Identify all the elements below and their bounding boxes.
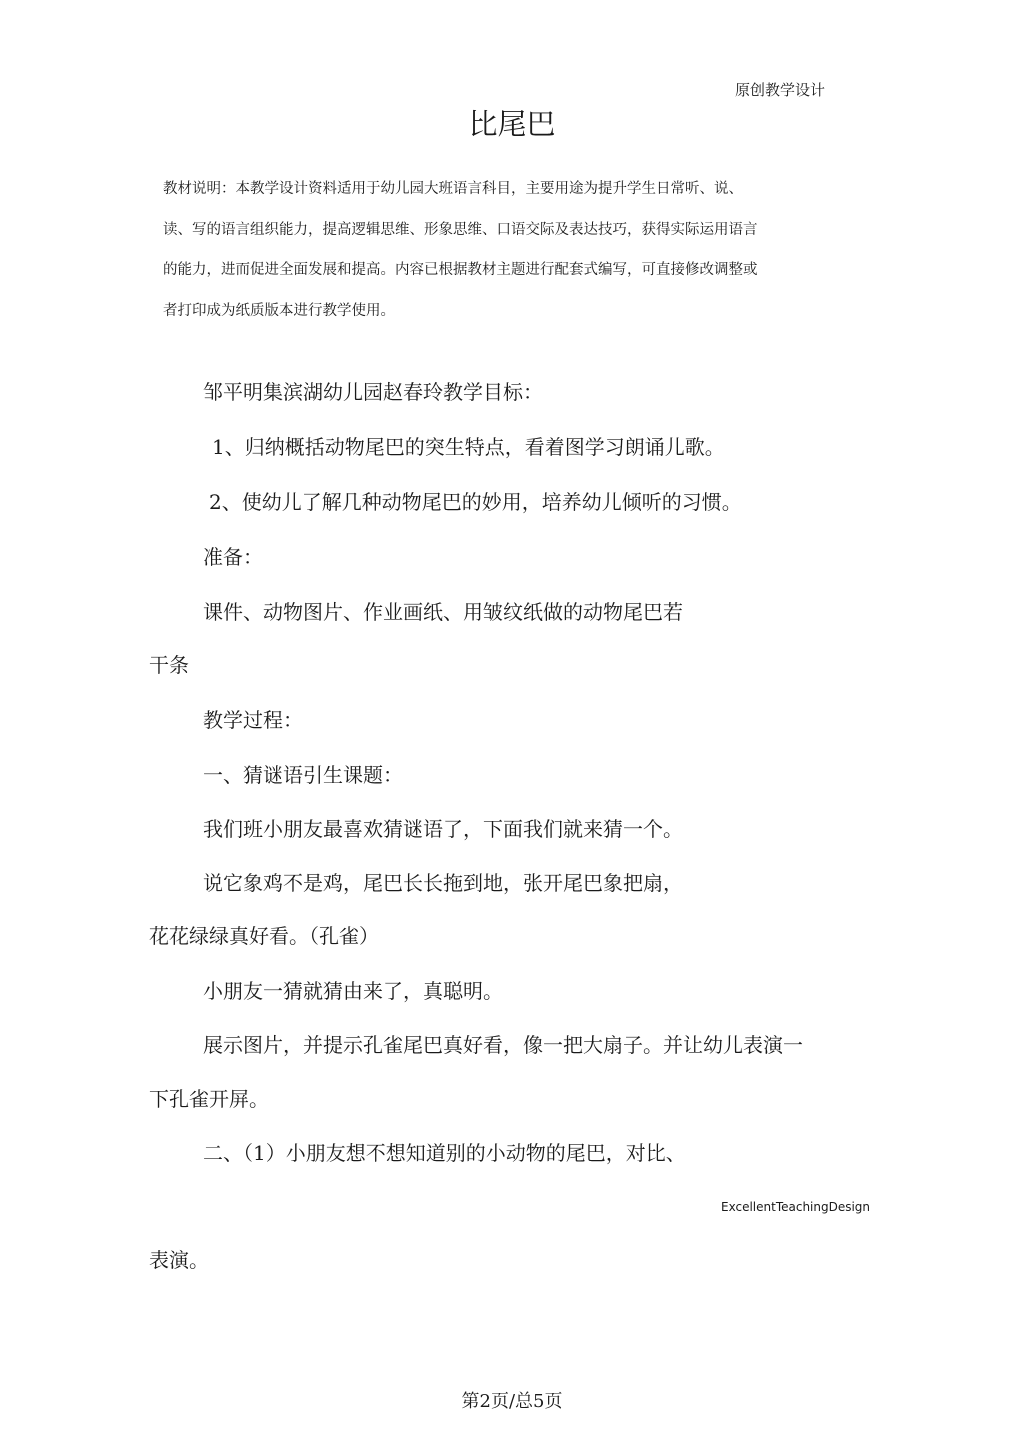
intro-line-2: 读、写的语言组织能力，提高逻辑思维、形象思维、口语交际及表达技巧，获得实际运用语言 <box>163 222 758 238</box>
footer-brand: ExcellentTeachingDesign <box>721 1200 871 1214</box>
preparation-heading: 准备： <box>203 545 263 569</box>
page-number: 第2页/总5页 <box>461 1391 563 1412</box>
goal-item-2: 2、使幼儿了解几种动物尾巴的妙用，培养幼儿倾听的习惯。 <box>209 490 742 514</box>
intro-line-3: 的能力，进而促进全面发展和提高。内容已根据教材主题进行配套式编写，可直接修改调整或 <box>163 262 758 278</box>
section-two-text-continued: 表演。 <box>149 1248 209 1272</box>
section-one-heading: 一、猜谜语引生课题： <box>203 763 403 787</box>
teacher-and-goals-heading: 邹平明集滨湖幼儿园赵春玲教学目标： <box>203 380 543 404</box>
body-paragraph: 我们班小朋友最喜欢猜谜语了，下面我们就来猜一个。 <box>203 817 683 841</box>
intro-line-4: 者打印成为纸质版本进行教学使用。 <box>163 303 395 319</box>
process-heading: 教学过程： <box>203 708 303 732</box>
header-label: 原创教学设计 <box>735 81 826 99</box>
preparation-text-continued: 干条 <box>149 653 189 677</box>
riddle-line-2: 花花绿绿真好看。（孔雀） <box>149 924 379 948</box>
goal-item-1: 1、归纳概括动物尾巴的突生特点，看着图学习朗诵儿歌。 <box>212 435 725 459</box>
intro-line-1: 教材说明：本教学设计资料适用于幼儿园大班语言科目，主要用途为提升学生日常听、说、 <box>163 181 743 197</box>
preparation-text: 课件、动物图片、作业画纸、用皱纹纸做的动物尾巴若 <box>203 600 683 624</box>
body-paragraph: 展示图片，并提示孔雀尾巴真好看，像一把大扇子。并让幼儿表演一 <box>203 1033 803 1057</box>
riddle-line-1: 说它象鸡不是鸡，尾巴长长拖到地，张开尾巴象把扇， <box>203 871 683 895</box>
document-title: 比尾巴 <box>468 107 556 141</box>
body-paragraph: 小朋友一猜就猜由来了，真聪明。 <box>203 979 503 1003</box>
section-two-text: 二、（1）小朋友想不想知道别的小动物的尾巴，对比、 <box>203 1141 686 1165</box>
body-paragraph-continued: 下孔雀开屏。 <box>149 1087 269 1111</box>
